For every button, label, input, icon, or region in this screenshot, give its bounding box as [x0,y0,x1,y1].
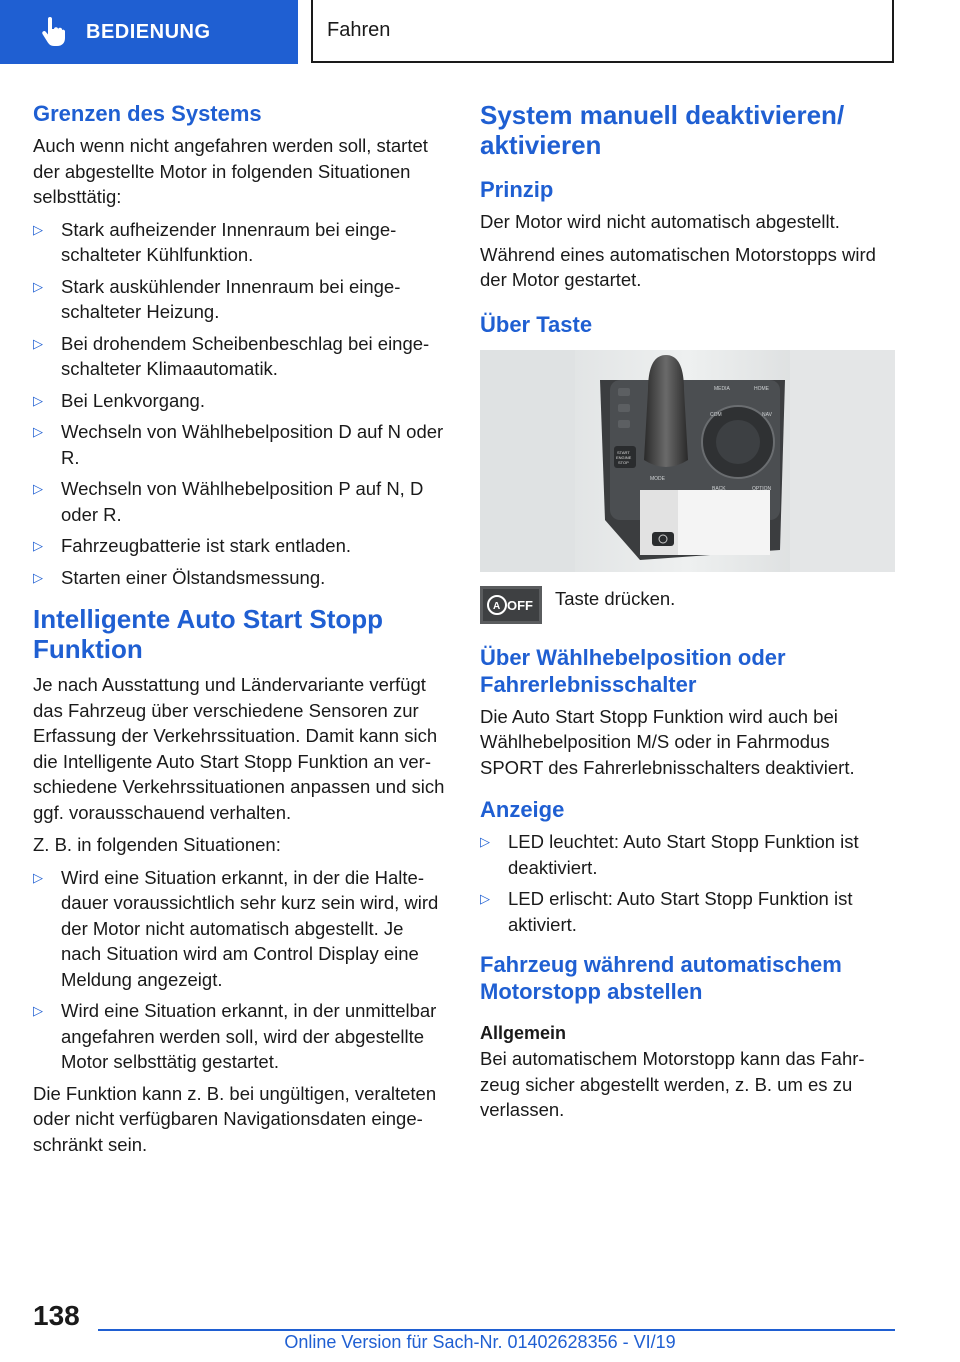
center-console-photo [480,350,895,572]
section-label: BEDIENUNG [86,20,211,43]
heading-taste: Über Taste [480,311,593,337]
heading-manual: System manuell deaktivieren/ aktivieren [480,100,845,160]
heading-grenzen: Grenzen des Systems [33,101,262,126]
triangle-bullet-icon: ▷ [33,538,43,553]
list-item: ▷ Wechseln von Wählhebelposition D auf N oder R. [33,421,444,468]
list-item: ▷ Wird eine Situation erkannt, in der unmittelbar angefahren werden soll, wird der abgestellte Motor selbsttätig gestartet. [33,1000,437,1072]
key-icon-text: OFF [507,597,533,613]
triangle-bullet-icon: ▷ [33,424,43,439]
photo-label-start: START [617,449,630,455]
photo-label-engine: ENGINE [616,454,632,460]
intelligent-para2: Z. B. in folgenden Situationen: [33,834,281,855]
photo-label-back: BACK [712,485,726,492]
triangle-bullet-icon: ▷ [33,392,43,408]
footer-divider [98,1329,895,1331]
heading-anzeige: Anzeige [480,797,565,822]
intelligent-list [33,865,448,1075]
waehl-para: Die Auto Start Stopp Funktion wird auch bei Wählhebelposition M/S oder in Fahrmodus SPORT des Fahrerlebnisschalters deaktiviert. [480,705,855,778]
prinzip-para1: Der Motor wird nicht automatisch abgestellt. [480,211,840,232]
list-item: ▷ Stark aufheizender Innenraum bei einge-schalteter Kühlfunktion. [33,218,397,265]
photo-label-stop: STOP [618,459,629,465]
auto-start-stop-off-icon [480,586,542,624]
list-item: ▷ Starten einer Ölstandsmessung. [33,565,448,591]
triangle-bullet-icon: ▷ [480,891,490,906]
chapter-title: Fahren [311,0,894,63]
footer-online-version: Online Version für Sach-Nr. 01402628356 - VI/19 [284,1332,676,1352]
photo-label-option: OPTION [752,485,772,492]
list-item: ▷ Wechseln von Wählhebelposition P auf N, D oder R. [33,478,424,525]
grenzen-list [33,217,448,591]
right-column [480,100,895,1130]
list-item: ▷ Fahrzeugbatterie ist stark entladen. [33,533,448,559]
list-item: ▷ Bei Lenkvorgang. [33,388,448,414]
svg-text:A: A [493,600,501,612]
key-instruction-row [480,586,895,624]
heading-waehl: Über Wählhebelposition oder Fahrerlebnisschalter [480,644,786,697]
intelligent-para1: Je nach Ausstattung und Ländervariante verfügt das Fahrzeug über verschiedene Sensoren zur Erfassung der Verkehrssituation. Damit kann sich die Intelligente Auto Start Stopp Funktion an ver-schiedene Verkehrssituationen anpassen und sich ggf. vorausschauend verhalten. [33,674,445,823]
triangle-bullet-icon: ▷ [33,481,43,496]
pointing-hand-icon [38,17,68,47]
heading-abstellen: Fahrzeug während automatischem Motorstopp abstellen [480,952,842,1004]
grenzen-intro: Auch wenn nicht angefahren werden soll, startet der abgestellte Motor in folgenden Situationen selbsttätig: [33,135,428,207]
triangle-bullet-icon: ▷ [33,335,43,351]
list-item: ▷ Stark auskühlender Innenraum bei einge-schalteter Heizung. [33,275,401,322]
left-column [33,100,448,1164]
heading-intelligent: Intelligente Auto Start Stopp Funktion [33,604,384,664]
subheading-allgemein: Allgemein [480,1023,567,1043]
intelligent-para3: Die Funktion kann z. B. bei ungültigen, veralteten oder nicht verfügbaren Navigationsdaten einge-schränkt sein. [33,1082,437,1155]
triangle-bullet-icon: ▷ [33,569,43,585]
triangle-bullet-icon: ▷ [33,221,43,237]
list-item: ▷ LED leuchtet: Auto Start Stopp Funktion ist deaktiviert. [480,831,859,878]
triangle-bullet-icon: ▷ [33,278,43,294]
prinzip-para2: Während eines automatischen Motorstopps wird der Motor gestartet. [480,243,876,290]
triangle-bullet-icon: ▷ [33,1003,43,1018]
heading-prinzip: Prinzip [480,177,554,202]
triangle-bullet-icon: ▷ [33,869,43,885]
photo-label-media: MEDIA [714,385,730,392]
triangle-bullet-icon: ▷ [480,834,490,849]
page-number: 138 [33,1300,80,1331]
list-item: ▷ Wird eine Situation erkannt, in der die Halte-dauer voraussichtlich sehr kurz sein wird, wird der Motor nicht automatisch abgestellt. Je nach Situation wird am Control Display eine Meldung angezeigt. [33,866,439,990]
taste-instruction: Taste drücken. [555,587,676,609]
list-item: ▷ LED erlischt: Auto Start Stopp Funktion ist aktiviert. [480,888,853,935]
abstellen-para: Bei automatischem Motorstopp kann das Fahr-zeug sicher abgestellt werden, z. B. um es zu verlassen. [480,1048,865,1120]
anzeige-list [480,829,895,937]
list-item: ▷ Bei drohendem Scheibenbeschlag bei einge-schalteter Klimaautomatik. [33,332,430,379]
section-tab [0,0,298,64]
photo-label-home: HOME [754,385,769,392]
photo-label-nav: NAV [762,411,772,418]
photo-label-mode: MODE [650,475,665,482]
photo-label-com: COM [710,411,722,418]
